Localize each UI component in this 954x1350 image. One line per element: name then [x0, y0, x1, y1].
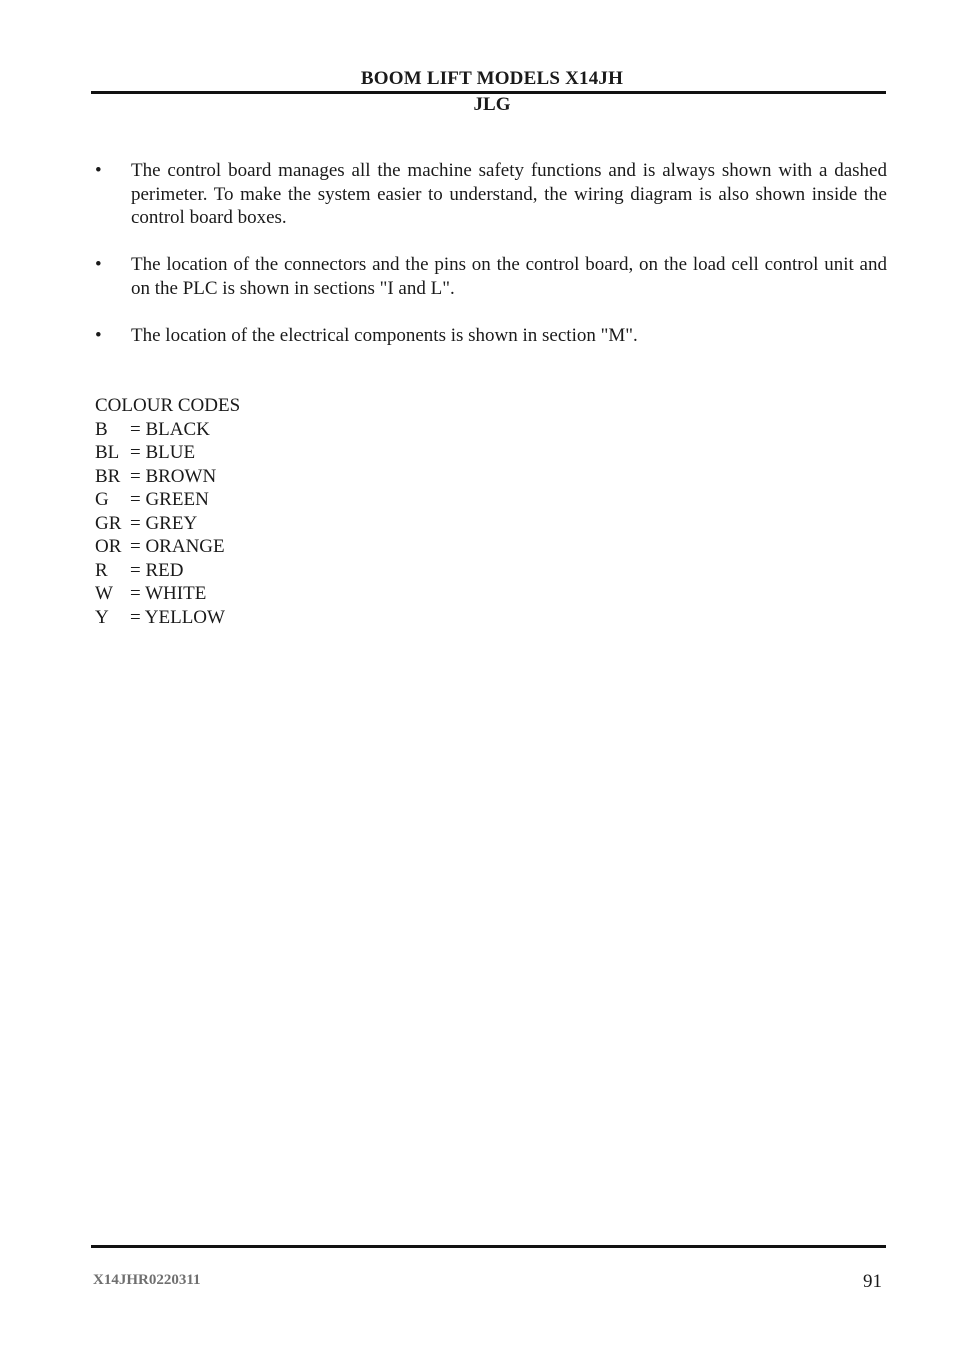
colour-codes-section — [95, 394, 240, 629]
colour-code-key: Y — [95, 606, 109, 628]
colour-code-value: = RED — [130, 559, 184, 581]
document-code: X14JHR0220311 — [93, 1272, 201, 1288]
colour-code-value: = WHITE — [130, 583, 207, 604]
bullet-icon: • — [95, 324, 102, 346]
colour-code-key: W — [95, 583, 113, 604]
colour-code-row — [95, 606, 240, 630]
colour-code-value: = YELLOW — [130, 606, 225, 628]
colour-codes-heading: COLOUR CODES — [95, 395, 241, 416]
colour-code-key: GR — [95, 512, 122, 534]
page-header-title: BOOM LIFT MODELS X14JH — [360, 68, 624, 89]
colour-code-key: OR — [95, 536, 122, 557]
page-header-brand: JLG — [473, 94, 511, 115]
colour-code-value: = BLACK — [130, 418, 210, 440]
footer-divider — [91, 1245, 886, 1248]
bullet-item-connector-location — [95, 253, 887, 300]
colour-code-row — [95, 512, 240, 536]
colour-code-key: B — [95, 418, 108, 440]
colour-code-row — [95, 559, 240, 583]
colour-code-value: = BROWN — [130, 465, 217, 487]
colour-code-row — [95, 582, 240, 606]
bullet-item-component-location — [95, 324, 887, 348]
colour-code-row — [95, 441, 240, 465]
colour-code-row — [95, 535, 240, 559]
colour-code-key: R — [95, 559, 108, 581]
colour-code-key: G — [95, 489, 109, 510]
colour-code-row — [95, 418, 240, 442]
bullet-text: The location of the electrical components is shown in section "M". — [131, 324, 638, 346]
colour-code-key: BL — [95, 442, 120, 463]
bullet-icon: • — [95, 160, 102, 181]
bullet-text: The control board manages all the machine safety functions and is always shown with a dashed perimeter. To make the system easier to understand, the wiring diagram is also shown inside the control board boxes. — [131, 160, 887, 228]
colour-code-value: = GREEN — [130, 489, 209, 510]
bullet-text: The location of the connectors and the pins on the control board, on the load cell control unit and on the PLC is shown in sections "I and L". — [131, 254, 887, 299]
colour-code-value: = BLUE — [130, 442, 196, 463]
colour-code-value: = GREY — [130, 512, 198, 534]
page-number: 91 — [863, 1271, 882, 1292]
colour-code-value: = ORANGE — [130, 536, 225, 557]
bullet-item-control-board — [95, 159, 887, 230]
colour-code-row — [95, 465, 240, 489]
bullet-list — [95, 159, 887, 371]
colour-code-row — [95, 488, 240, 512]
colour-code-key: BR — [95, 465, 121, 487]
bullet-icon: • — [95, 254, 102, 275]
